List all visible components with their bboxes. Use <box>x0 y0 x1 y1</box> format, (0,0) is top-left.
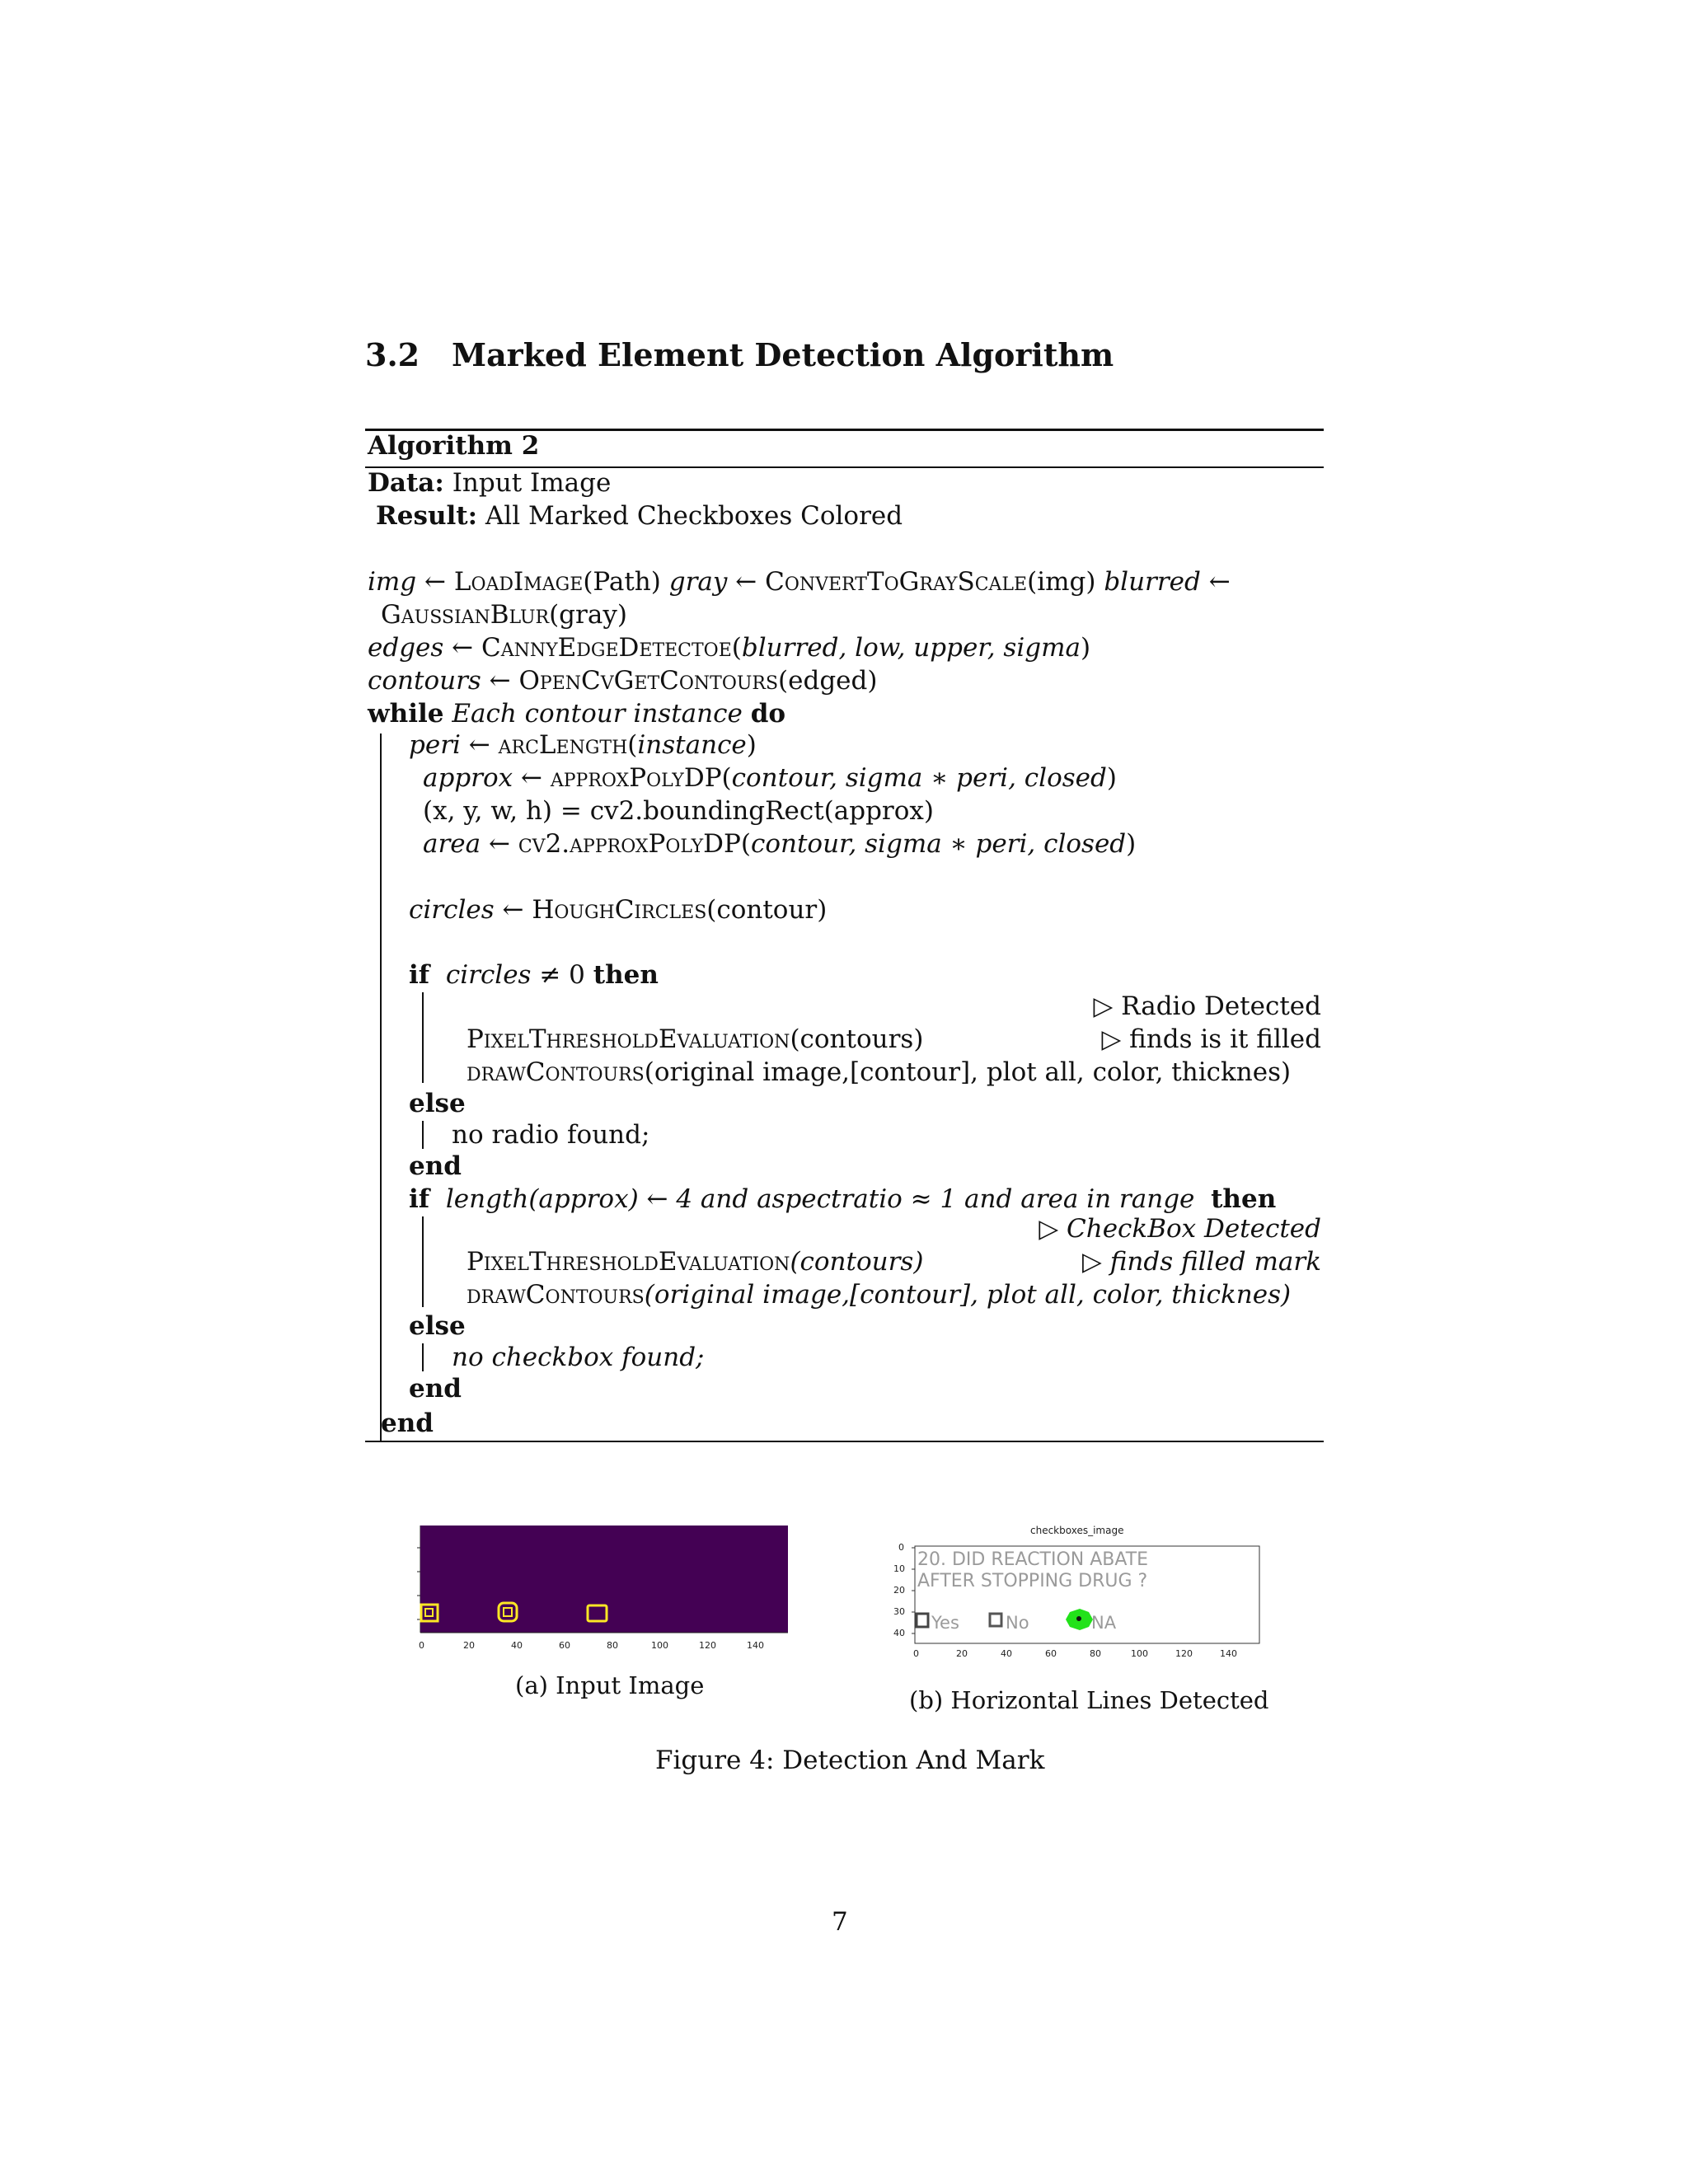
section-heading <box>365 336 1114 373</box>
algo-line-no-checkbox: no checkbox found; <box>452 1343 705 1372</box>
figure-b-title: checkboxes_image <box>1030 1525 1124 1536</box>
comment-finds-filled: ▷ finds is it filled <box>1101 1024 1321 1054</box>
result-text: All Marked Checkboxes Colored <box>485 501 903 531</box>
algorithm-label: Algorithm 2 <box>368 431 540 461</box>
algo-line-boundingrect: (x, y, w, h) = cv2.boundingRect(approx) <box>423 796 934 826</box>
figure-b-detected: checkboxes_image 20. DID REACTION ABATE AFTER STOPPING DRUG ? Yes No NA 0 10 20 30 40 0 20 40 60 80 100 120 140 <box>890 1525 1278 1673</box>
form-question-line-1: 20. DID REACTION ABATE <box>917 1549 1149 1570</box>
algorithm-result-line <box>376 501 903 531</box>
if1-body-bar <box>422 992 424 1083</box>
else2-body-bar <box>422 1343 424 1371</box>
algo-end-while: end <box>381 1408 434 1438</box>
form-question-line-2: AFTER STOPPING DRUG ? <box>917 1571 1148 1591</box>
algo-line-area: area ← cv2.approxPolyDP(contour, sigma ∗ peri, closed) <box>423 829 1137 859</box>
algorithm-data-line <box>368 468 612 498</box>
algo-else-1: else <box>409 1089 466 1118</box>
figure-b-caption: (b) Horizontal Lines Detected <box>909 1686 1269 1714</box>
algo-line-contours: contours ← OpenCvGetContours(edged) <box>368 666 878 696</box>
data-label: Data: <box>368 468 444 498</box>
algo-line-blur: GaussianBlur(gray) <box>381 600 627 630</box>
algo-line-no-radio: no radio found; <box>452 1120 650 1150</box>
section-title: Marked Element Detection Algorithm <box>452 336 1114 373</box>
algo-line-draw-contours-1: drawContours(original image,[contour], plot all, color, thicknes) <box>467 1057 1292 1087</box>
algo-line-approx: approx ← approxPolyDP(contour, sigma ∗ peri, closed) <box>423 763 1117 793</box>
result-label: Result: <box>376 501 478 531</box>
form-option-yes: Yes <box>931 1613 959 1633</box>
form-option-na: NA <box>1091 1613 1117 1633</box>
while-body-bar <box>380 733 382 1441</box>
algo-line-while: while Each contour instance do <box>368 699 786 729</box>
comment-checkbox-detected: ▷ CheckBox Detected <box>1039 1214 1321 1244</box>
data-text: Input Image <box>452 468 612 498</box>
figure-a-input-image: 0 20 40 60 80 100 120 140 <box>412 1521 791 1661</box>
else1-body-bar <box>422 1121 424 1149</box>
algo-line-pixel-threshold-1: PixelThresholdEvaluation(contours) <box>467 1024 924 1054</box>
section-number: 3.2 <box>365 336 420 373</box>
algo-end-2: end <box>409 1374 462 1404</box>
page-number: 7 <box>832 1907 848 1937</box>
comment-radio-detected: ▷ Radio Detected <box>1093 991 1321 1021</box>
algo-line-load: img ← LoadImage(Path) gray ← ConvertToGrayScale(img) blurred ← <box>368 567 1231 597</box>
form-option-no: No <box>1006 1613 1029 1633</box>
algo-else-2: else <box>409 1311 466 1341</box>
if2-body-bar <box>422 1216 424 1307</box>
algo-line-edges: edges ← CannyEdgeDetectoe(blurred, low, upper, sigma) <box>368 633 1091 663</box>
algorithm-bottom-rule <box>365 1441 1324 1442</box>
input-image-background <box>420 1526 788 1633</box>
figure-a-caption: (a) Input Image <box>515 1671 705 1699</box>
algo-end-1: end <box>409 1151 462 1181</box>
comment-finds-mark: ▷ finds filled mark <box>1082 1247 1321 1277</box>
figure-caption: Figure 4: Detection And Mark <box>655 1746 1045 1775</box>
algo-line-if-checkbox: if length(approx) ← 4 and aspectratio ≈ 1 and area in range then <box>409 1184 1277 1214</box>
algo-line-peri: peri ← arcLength(instance) <box>409 730 757 760</box>
algo-line-pixel-threshold-2: PixelThresholdEvaluation(contours) <box>467 1247 924 1277</box>
algo-line-draw-contours-2: drawContours(original image,[contour], plot all, color, thicknes) <box>467 1280 1292 1310</box>
algo-line-circles: circles ← HoughCircles(contour) <box>409 895 828 925</box>
algo-line-if-circles: if circles ≠ 0 then <box>409 960 659 990</box>
